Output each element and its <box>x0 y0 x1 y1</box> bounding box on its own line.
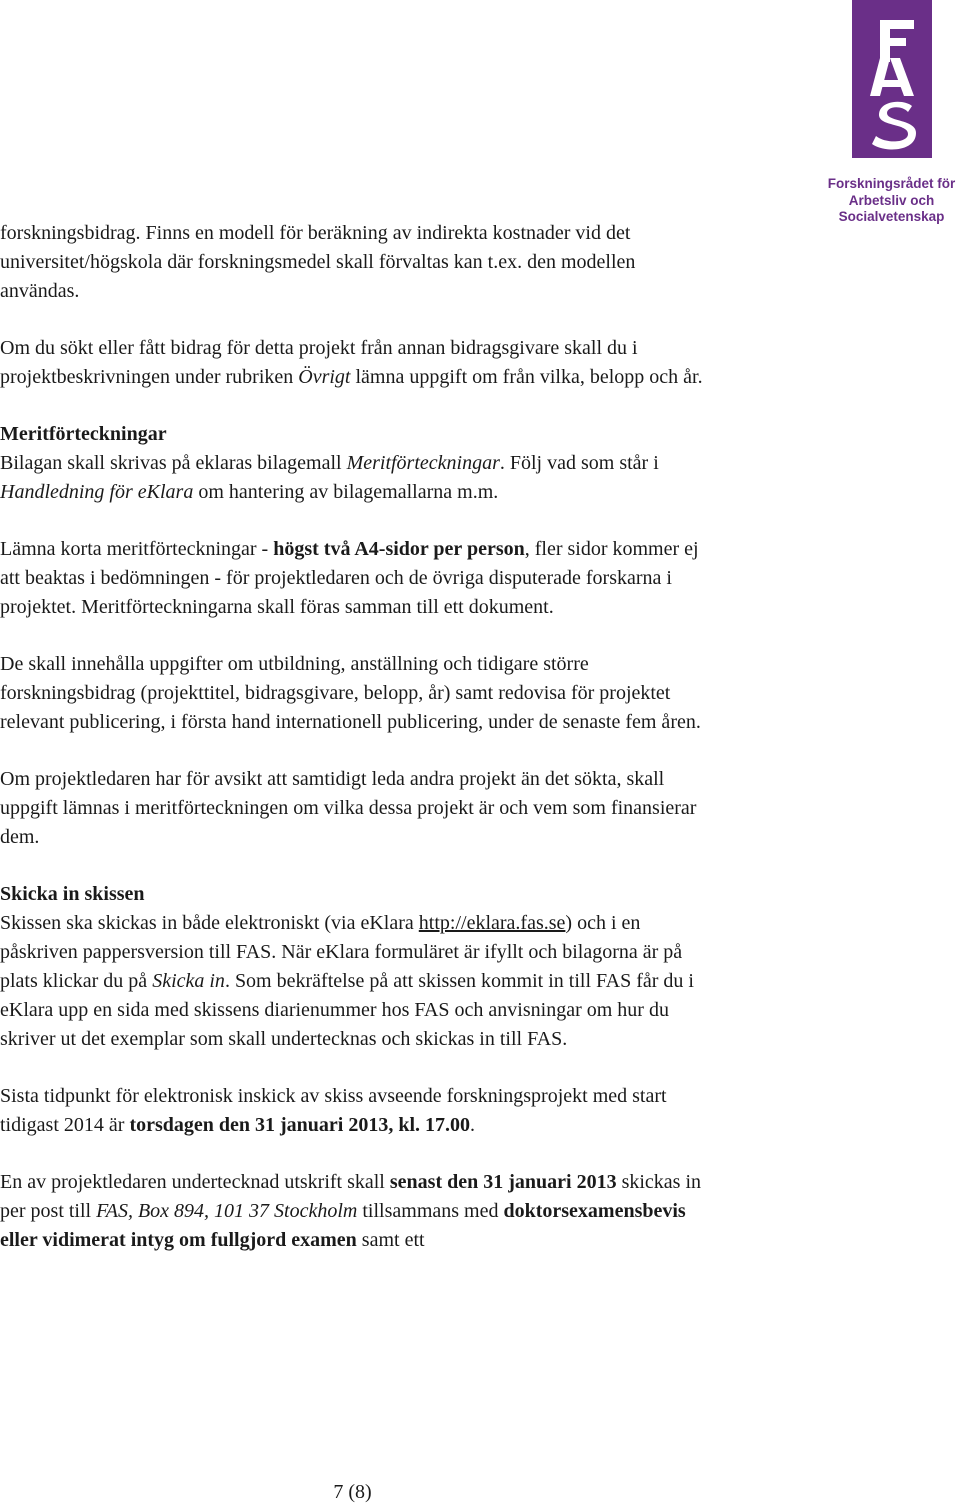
section-meritforteckningar: Meritförteckningar Bilagan skall skrivas på eklaras bilagemall Meritförteckningar. Följ vad som står i Handledning för eKlara om hantering av bilagemallarna m.m. <box>0 420 715 507</box>
paragraph-paper-copy: En av projektledaren undertecknad utskrift skall senast den 31 januari 2013 skickas in per post till FAS, Box 894, 101 37 Stockholm tillsammans med doktorsexamensbevis eller vidimerat intyg om fullgjord examen samt ett <box>0 1171 702 1251</box>
page-number: 7 (8) <box>333 1481 372 1503</box>
paragraph-deadline: Sista tidpunkt för elektronisk inskick av skiss avseende forskningsprojekt med start tidigast 2014 är torsdagen den 31 januari 2013, kl. 17.00. <box>0 1085 667 1136</box>
paragraph-cv-contents: De skall innehålla uppgifter om utbildning, anställning och tidigare större forskningsbidrag (projekttitel, bidragsgivare, belopp, år) samt redovisa för projektet relevant publicering, i första hand internationell publicering, under de senaste fem åren. <box>0 653 701 733</box>
paragraph-indirect-costs: forskningsbidrag. Finns en modell för beräkning av indirekta kostnader vid det universitet/högskola där forskningsmedel skall förvaltas kan t.ex. den modellen användas. <box>0 222 636 302</box>
fas-logo <box>852 0 932 158</box>
paragraph-cv-length: Lämna korta meritförteckningar - högst två A4-sidor per person, fler sidor kommer ej att beaktas i bedömningen - för projektledaren och de övriga disputerade forskarna i projektet. Meritförteckningarna skall föras samman till ett dokument. <box>0 538 699 618</box>
paragraph-other-funding: Om du sökt eller fått bidrag för detta projekt från annan bidragsgivare skall du i projektbeskrivningen under rubriken Övrigt lämna uppgift om från vilka, belopp och år. <box>0 337 703 388</box>
fas-logo-text <box>823 176 960 226</box>
heading-meritforteckningar: Meritförteckningar <box>0 423 167 445</box>
paragraph-other-projects: Om projektledaren har för avsikt att samtidigt leda andra projekt än det sökta, skall uppgift lämnas i meritförteckningen om vilka dessa projekt är och vem som finansierar dem. <box>0 768 697 848</box>
document-body <box>0 219 715 1283</box>
eklara-link[interactable]: http://eklara.fas.se <box>418 912 566 934</box>
section-skicka-in: Skicka in skissen Skissen ska skickas in både elektroniskt (via eKlara http://eklara.fas.se) och i en påskriven pappersversion till FAS. När eKlara formuläret är ifyllt och bilagorna är på plats klickar du på Skicka in. Som bekräftelse på att skissen kommit in till FAS får du i eKlara upp en sida med skissens diarienummer hos FAS och anvisningar om hur du skriver ut det exemplar som skall undertecknas och skickas in till FAS. <box>0 880 715 1054</box>
logo-line-1: Forskningsrådet för <box>827 176 956 191</box>
logo-line-3: Socialvetenskap <box>838 209 945 224</box>
logo-line-2: Arbetsliv och <box>848 192 935 208</box>
heading-skicka-in: Skicka in skissen <box>0 883 145 905</box>
fas-logo-mark-icon <box>852 0 932 158</box>
